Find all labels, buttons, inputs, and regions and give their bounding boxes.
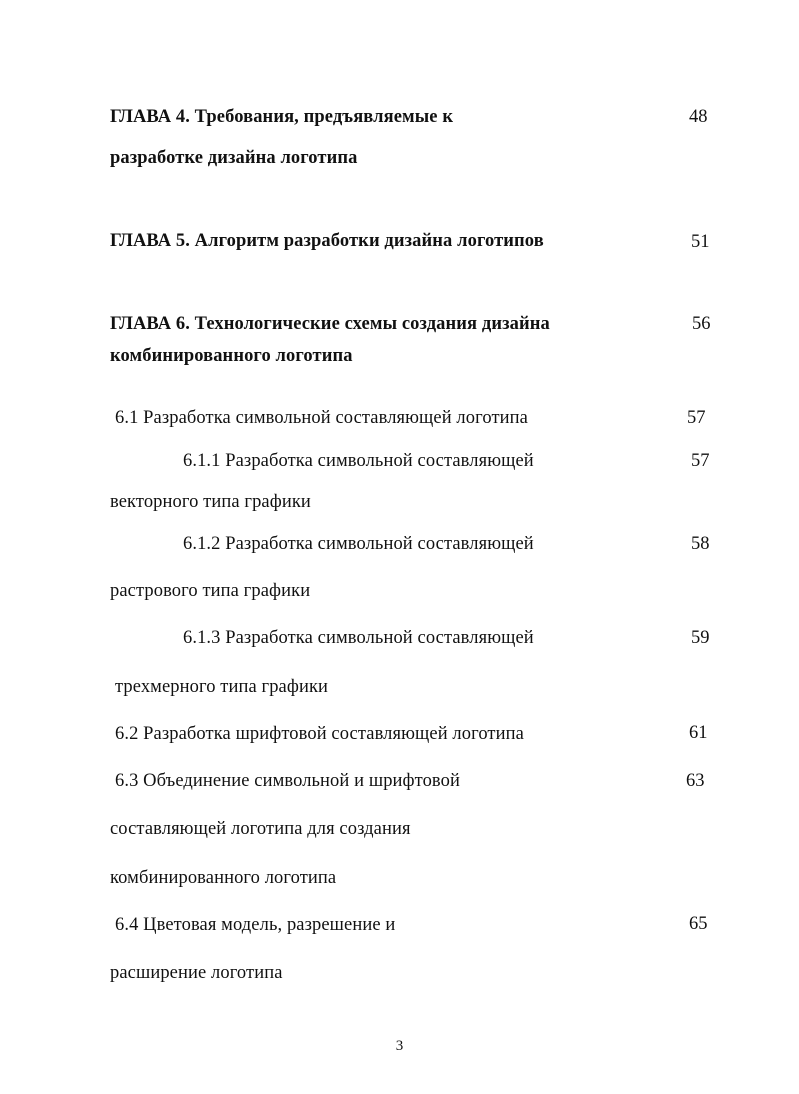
- toc-s6-3-title-line3: комбинированного логотипа: [110, 868, 337, 888]
- toc-s6-1-1-page: 57: [691, 451, 710, 471]
- toc-s6-1-2-page: 58: [691, 534, 710, 554]
- toc-s6-2-page: 61: [689, 723, 708, 743]
- toc-ch6-page: 56: [692, 314, 711, 334]
- toc-ch6-title-line1: ГЛАВА 6. Технологические схемы создания дизайна: [110, 314, 550, 334]
- toc-s6-1-1-title-line1: 6.1.1 Разработка символьной составляющей: [183, 451, 534, 471]
- toc-s6-3-title-line2: составляющей логотипа для создания: [110, 819, 411, 839]
- toc-ch6-title-line2: комбинированного логотипа: [110, 346, 353, 366]
- toc-s6-1-page: 57: [687, 408, 706, 428]
- toc-s6-4-page: 65: [689, 914, 708, 934]
- page-number: 3: [395, 1038, 404, 1054]
- toc-ch5-title: ГЛАВА 5. Алгоритм разработки дизайна логотипов: [110, 231, 544, 251]
- toc-s6-1-3-title-line2: трехмерного типа графики: [115, 677, 329, 697]
- toc-s6-3-title-line1: 6.3 Объединение символьной и шрифтовой: [115, 771, 460, 791]
- toc-ch5-page: 51: [691, 232, 710, 252]
- toc-s6-1-3-page: 59: [691, 628, 710, 648]
- toc-s6-3-page: 63: [686, 771, 705, 791]
- toc-ch4-title-line1: ГЛАВА 4. Требования, предъявляемые к: [110, 107, 454, 127]
- toc-s6-2-title: 6.2 Разработка шрифтовой составляющей логотипа: [115, 724, 524, 744]
- toc-s6-1-1-title-line2: векторного типа графики: [110, 492, 311, 512]
- toc-s6-4-title-line1: 6.4 Цветовая модель, разрешение и: [115, 915, 396, 935]
- toc-ch4-page: 48: [689, 107, 708, 127]
- toc-s6-1-3-title-line1: 6.1.3 Разработка символьной составляющей: [183, 628, 534, 648]
- toc-s6-1-title: 6.1 Разработка символьной составляющей логотипа: [115, 408, 528, 428]
- toc-s6-1-2-title-line1: 6.1.2 Разработка символьной составляющей: [183, 534, 534, 554]
- toc-s6-4-title-line2: расширение логотипа: [110, 963, 283, 983]
- toc-ch4-title-line2: разработке дизайна логотипа: [110, 148, 358, 168]
- toc-s6-1-2-title-line2: растрового типа графики: [110, 581, 311, 601]
